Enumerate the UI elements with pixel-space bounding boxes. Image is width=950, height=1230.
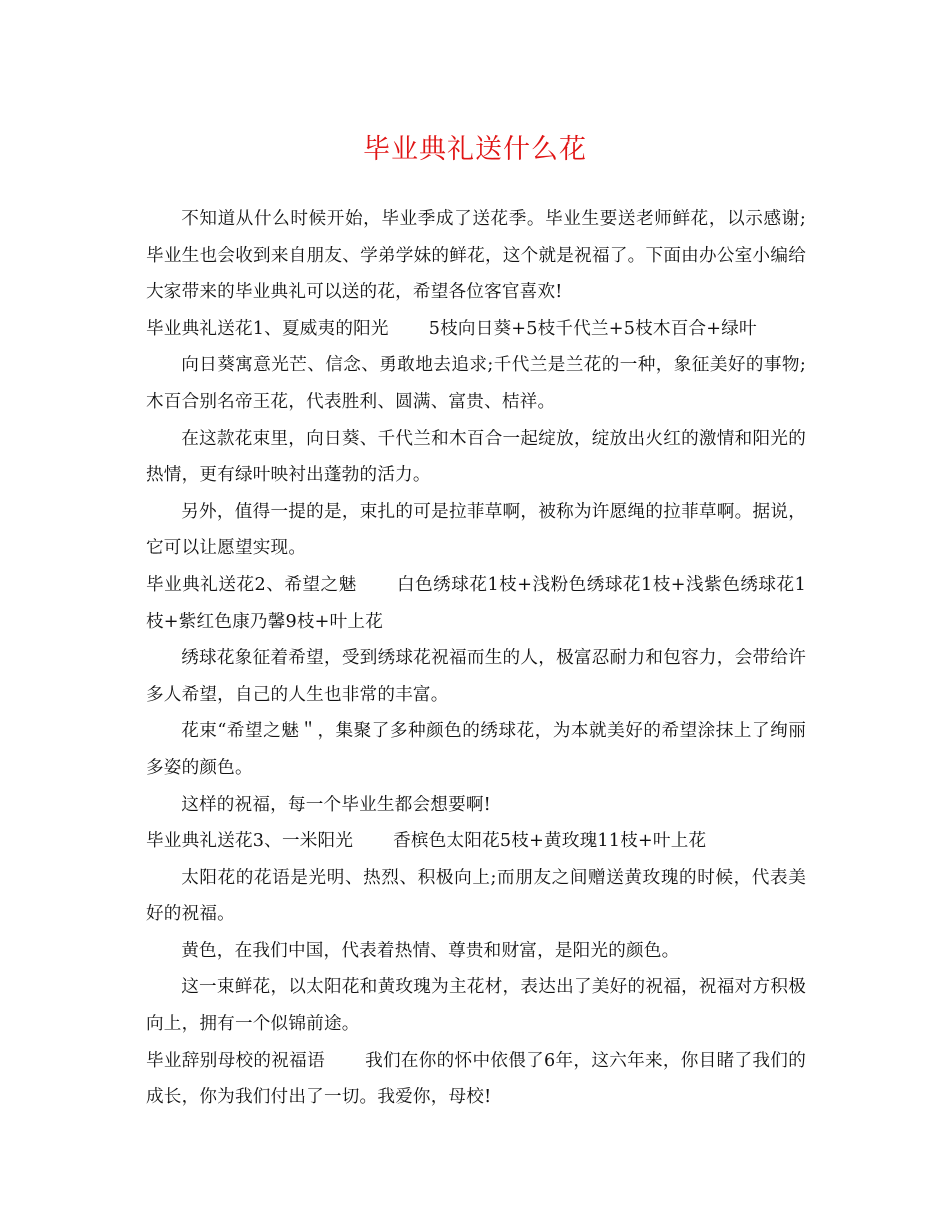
section-1-heading: 毕业典礼送花1、夏威夷的阳光 — [146, 318, 389, 339]
section-3-heading-line — [146, 823, 806, 860]
page-title: 毕业典礼送什么花 — [363, 134, 587, 165]
section-3-bouquet: 香槟色太阳花5枝+黄玫瑰11枝+叶上花 — [393, 831, 707, 852]
section-3-paragraph-2: 黄色，在我们中国，代表着热情、尊贵和财富，是阳光的颜色。 — [181, 940, 680, 961]
section-1-bouquet: 5枝向日葵+5枝千代兰+5枝木百合+绿叶 — [428, 318, 757, 339]
section-2-bouquet: 白色绣球花1枝+浅粉色绣球花1枝+浅紫色绣球花1枝+紫红色康乃馨9枝+叶上花 — [146, 574, 806, 632]
section-1-paragraph-2: 在这款花束里，向日葵、千代兰和木百合一起绽放，绽放出火红的激情和阳光的热情，更有绿叶映衬出蓬勃的活力。 — [146, 428, 806, 486]
section-3-paragraph-1: 太阳花的花语是光明、热烈、积极向上;而朋友之间赠送黄玫瑰的时候，代表美好的祝福。 — [146, 867, 806, 925]
section-4-paragraph — [146, 1043, 806, 1116]
section-4-heading: 毕业辞别母校的祝福语 — [146, 1050, 325, 1071]
section-3-paragraph-3: 这一束鲜花，以太阳花和黄玫瑰为主花材，表达出了美好的祝福，祝福对方积极向上，拥有一个似锦前途。 — [146, 977, 806, 1035]
section-2-paragraph-3: 这样的祝福，每一个毕业生都会想要啊! — [181, 794, 491, 815]
document-body — [146, 201, 806, 1116]
section-4-text: 我们在你的怀中依偎了6年，这六年来，你目睹了我们的成长，你为我们付出了一切。我爱你，母校! — [146, 1050, 806, 1108]
section-2-heading-line — [146, 567, 806, 640]
section-3-heading: 毕业典礼送花3、一米阳光 — [146, 831, 354, 852]
section-1-paragraph-1: 向日葵寓意光芒、信念、勇敢地去追求;千代兰是兰花的一种，象征美好的事物;木百合别名帝王花，代表胜利、圆满、富贵、桔祥。 — [146, 355, 806, 412]
section-1-paragraph-3: 另外，值得一提的是，束扎的可是拉菲草啊，被称为许愿绳的拉菲草啊。据说，它可以让愿望实现。 — [146, 501, 806, 559]
section-2-heading: 毕业典礼送花2、希望之魅 — [146, 574, 357, 595]
intro-paragraph: 不知道从什么时候开始，毕业季成了送花季。毕业生要送老师鲜花，以示感谢;毕业生也会收到来自朋友、学弟学妹的鲜花，这个就是祝福了。下面由办公室小编给大家带来的毕业典礼可以送的花，希望各位客官喜欢! — [146, 209, 806, 303]
section-2-paragraph-1: 绣球花象征着希望，受到绣球花祝福而生的人，极富忍耐力和包容力，会带给许多人希望，自己的人生也非常的丰富。 — [146, 648, 806, 705]
section-2-paragraph-2: 花束“希望之魅＂，集聚了多种颜色的绣球花，为本就美好的希望涂抹上了绚丽多姿的颜色。 — [146, 721, 806, 778]
section-1-heading-line — [146, 311, 806, 348]
